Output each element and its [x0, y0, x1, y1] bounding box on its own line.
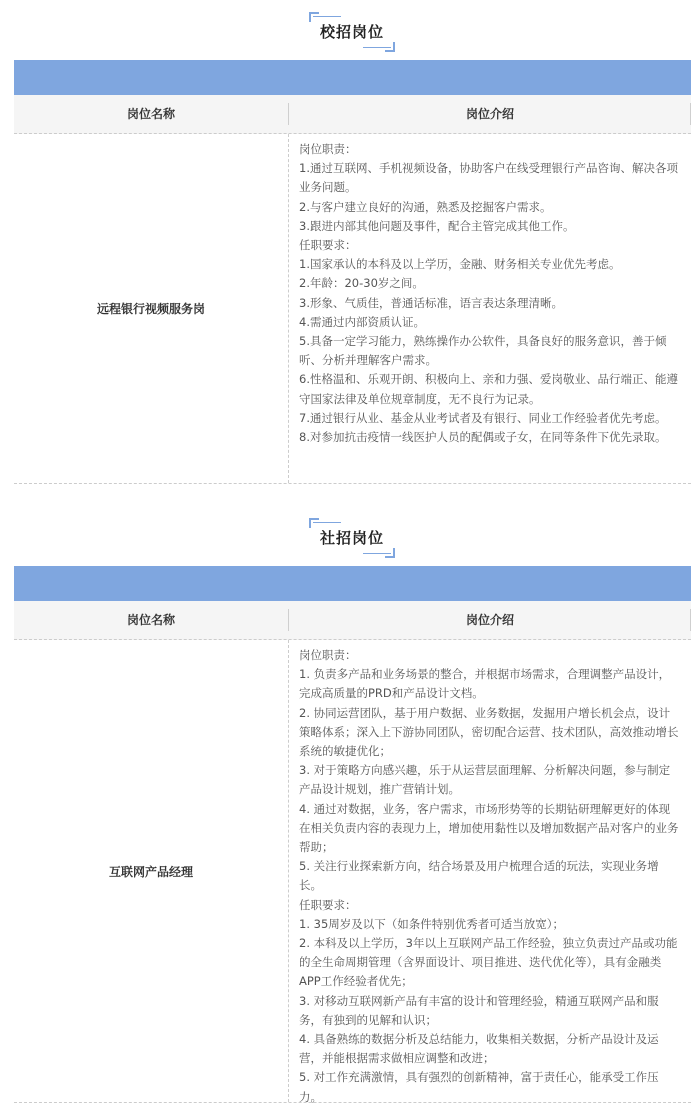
desc-line: 1. 负责多产品和业务场景的整合，并根据市场需求，合理调整产品设计，完成高质量的PRD和产品设计文档。 — [299, 667, 671, 701]
column-divider — [288, 134, 289, 483]
desc-line: 3.跟进内部其他问题及事件，配合主管完成其他工作。 — [299, 218, 575, 233]
job-description — [299, 140, 681, 447]
job-description — [299, 646, 681, 1107]
desc-line: 1.通过互联网、手机视频设备，协助客户在线受理银行产品咨询、解决各项业务问题。 — [299, 161, 678, 195]
col-header-description: 岗位介绍 — [465, 107, 514, 121]
title-frame — [309, 518, 395, 558]
section-title: 社招岗位 — [319, 529, 384, 547]
desc-line: 3. 对移动互联网新产品有丰富的设计和管理经验，精通互联网产品和服务，有独到的见解和认识； — [299, 993, 659, 1027]
table-row — [14, 134, 691, 484]
campus-title-block — [0, 12, 700, 56]
desc-line: 2.年龄：20-30岁之间。 — [299, 276, 424, 291]
desc-line: 4. 通过对数据，业务，客户需求，市场形势等的长期钻研理解更好的体现在相关负责内容的表现力上，增加使用黏性以及增加数据产品对客户的业务帮助； — [299, 801, 679, 855]
col-header-description: 岗位介绍 — [465, 613, 514, 627]
desc-line: 岗位职责： — [299, 142, 357, 156]
desc-line: 岗位职责： — [299, 648, 357, 662]
desc-line: 5. 对工作充满激情，具有强烈的创新精神，富于责任心，能承受工作压力。 — [299, 1070, 659, 1104]
column-divider — [288, 640, 289, 1102]
desc-line: 6.性格温和、乐观开朗、积极向上、亲和力强、爱岗敬业、品行端正、能遵守国家法律及单位规章制度，无不良行为记录。 — [299, 372, 678, 406]
desc-line: 5. 关注行业探索新方向，结合场景及用户梳理合适的玩法，实现业务增长。 — [299, 859, 659, 893]
desc-line: 1. 35周岁及以下（如条件特别优秀者可适当放宽）； — [299, 916, 565, 931]
social-title-block — [0, 518, 700, 562]
table-row — [14, 640, 691, 1103]
corner-line — [313, 16, 341, 17]
desc-line: 2. 本科及以上学历，3年以上互联网产品工作经验，独立负责过产品或功能的全生命周期管理（含界面设计、项目推进、迭代优化等），具有金融类APP工作经验者优先； — [299, 936, 678, 989]
col-header-position: 岗位名称 — [126, 613, 175, 627]
desc-line: 4. 具备熟练的数据分析及总结能力，收集相关数据，分析产品设计及运营，并能根据需求做相应调整和改进； — [299, 1032, 659, 1066]
table-banner — [14, 60, 691, 95]
table-header — [14, 601, 691, 640]
section-title: 校招岗位 — [319, 23, 384, 41]
desc-line: 3. 对于策略方向感兴趣，乐于从运营层面理解、分析解决问题，参与制定产品设计规划，推广营销计划。 — [299, 763, 671, 797]
desc-line: 2.与客户建立良好的沟通，熟悉及挖掘客户需求。 — [299, 199, 552, 214]
desc-line: 任职要求： — [299, 897, 357, 912]
table-banner — [14, 566, 691, 601]
table-header — [14, 95, 691, 134]
corner-line — [363, 553, 391, 554]
desc-line: 3.形象、气质佳，普通话标准，语言表达条理清晰。 — [299, 295, 563, 310]
column-divider — [690, 609, 691, 631]
column-divider — [690, 103, 691, 125]
desc-line: 7.通过银行从业、基金从业考试者及有银行、同业工作经验者优先考虑。 — [299, 410, 667, 425]
corner-line — [363, 47, 391, 48]
col-header-position: 岗位名称 — [126, 107, 175, 121]
desc-line: 1.国家承认的本科及以上学历，金融、财务相关专业优先考虑。 — [299, 257, 621, 272]
job-name: 远程银行视频服务岗 — [96, 302, 205, 316]
desc-line: 8.对参加抗击疫情一线医护人员的配偶或子女，在同等条件下优先录取。 — [299, 430, 667, 445]
desc-line: 4.需通过内部资质认证。 — [299, 314, 425, 329]
desc-line: 任职要求： — [299, 238, 357, 253]
corner-line — [313, 522, 341, 523]
title-frame — [309, 12, 395, 52]
desc-line: 2. 协同运营团队，基于用户数据、业务数据，发掘用户增长机会点，设计策略体系；深入上下游协同团队，密切配合运营、技术团队，高效推动增长系统的敏捷优化； — [299, 705, 679, 759]
job-name: 互联网产品经理 — [108, 864, 193, 879]
desc-line: 5.具备一定学习能力，熟练操作办公软件，具备良好的服务意识，善于倾听、分析并理解客户需求。 — [299, 334, 667, 368]
